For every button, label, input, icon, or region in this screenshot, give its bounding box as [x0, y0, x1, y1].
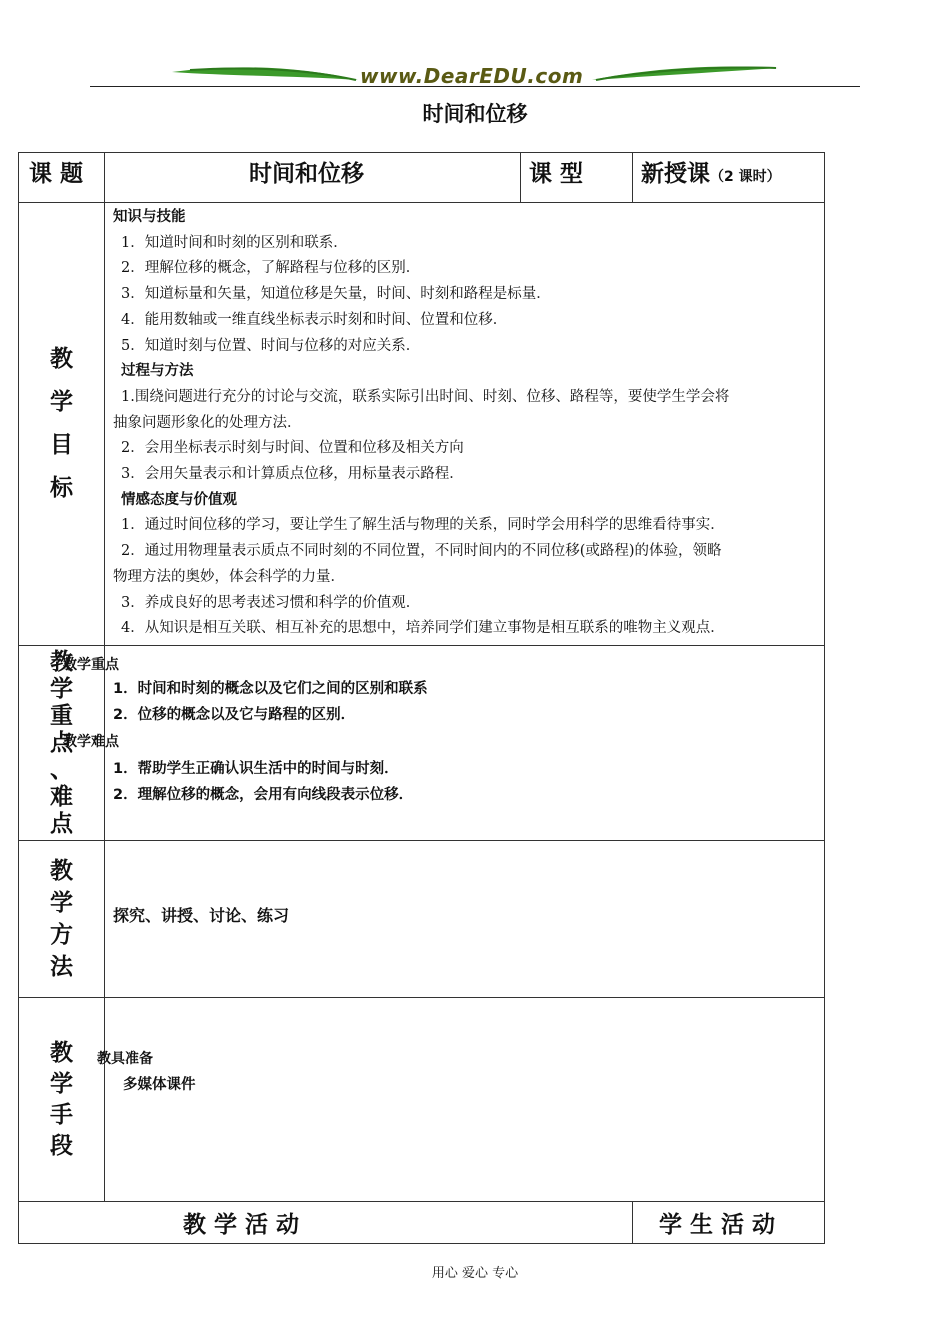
type-value-cell	[633, 153, 825, 203]
knowledge-item: 3．知道标量和矢量，知道位移是矢量，时间、时刻和路程是标量．	[121, 286, 551, 303]
topic-cell	[105, 153, 521, 203]
activity-row	[19, 1202, 825, 1244]
knowledge-item: 4．能用数轴或一维直线坐标表示时刻和时间、位置和位移．	[121, 311, 508, 328]
process-item: 抽象问题形象化的处理方法．	[113, 414, 302, 431]
emotion-item: 1．通过时间位移的学习，要让学生了解生活与物理的关系，同时学会用科学的思维看待事实．	[121, 517, 725, 534]
lesson-plan-table	[18, 152, 825, 1244]
topic-label-cell	[19, 153, 105, 203]
key-points-label: 教 学 重 点 、 难 点	[50, 648, 73, 837]
methods-text: 探究、讲授、讨论、练习	[113, 906, 290, 925]
difficult-item: 2．理解位移的概念，会用有向线段表示位移．	[113, 787, 414, 803]
topic-row	[19, 153, 825, 203]
process-item: 2．会用坐标表示时刻与时间、位置和位移及相关方向	[121, 440, 464, 457]
teacher-activity-cell	[19, 1202, 633, 1244]
site-logo: www.DearEDU.com	[360, 64, 584, 88]
topic-value: 时间和位移	[249, 161, 364, 187]
means-title: 教具准备	[97, 1051, 153, 1067]
type-label: 课 型	[529, 161, 584, 187]
difficult-item: 1．帮助学生正确认识生活中的时间与时刻．	[113, 761, 399, 777]
teacher-activity-label: 教 学 活 动	[183, 1212, 300, 1238]
emotion-item: 物理方法的奥妙，体会科学的力量．	[113, 568, 345, 585]
methods-content-cell	[105, 841, 825, 998]
means-content-cell	[97, 998, 825, 1202]
key-points-content-cell	[63, 646, 825, 841]
knowledge-item: 2．理解位移的概念，了解路程与位移的区别．	[121, 260, 421, 277]
goals-content-cell	[105, 203, 825, 646]
emotion-item: 3．养成良好的思考表述习惯和科学的价值观．	[121, 594, 421, 611]
student-activity-cell	[633, 1202, 825, 1244]
key-points-row	[19, 646, 825, 841]
page-footer: 用心 爱心 专心	[431, 1266, 519, 1281]
emotion-item: 4．从知识是相互关联、相互补充的思想中，培养同学们建立事物是相互联系的唯物主义观点．	[121, 620, 725, 637]
document-title: 时间和位移	[422, 102, 528, 126]
knowledge-item: 5．知道时刻与位置、时间与位移的对应关系．	[121, 337, 421, 354]
means-label: 教 学 手 段	[50, 1039, 73, 1159]
page-header	[90, 62, 860, 92]
difficult-title: 教学难点	[63, 734, 119, 750]
key-item: 1．时间和时刻的概念以及它们之间的区别和联系	[113, 681, 428, 697]
means-text: 多媒体课件	[123, 1077, 196, 1093]
emotion-title: 情感态度与价值观	[121, 491, 237, 508]
means-label-cell	[19, 998, 105, 1202]
key-item: 2．位移的概念以及它与路程的区别．	[113, 707, 356, 723]
topic-label: 课 题	[29, 161, 84, 187]
methods-label-cell	[19, 841, 105, 998]
goals-row	[19, 203, 825, 646]
student-activity-label: 学 生 活 动	[659, 1212, 776, 1238]
type-value: 新授课	[641, 161, 710, 187]
process-item: 1.围绕问题进行充分的讨论与交流，联系实际引出时间、时刻、位移、路程等，要使学生学会将	[121, 388, 730, 405]
knowledge-title: 知识与技能	[113, 209, 186, 225]
process-title: 过程与方法	[121, 363, 194, 380]
right-swoosh-icon	[590, 62, 780, 88]
knowledge-item: 1．知道时间和时刻的区别和联系．	[121, 234, 348, 251]
key-title: 教学重点	[63, 657, 119, 673]
methods-label: 教 学 方 法	[50, 858, 73, 980]
process-item: 3．会用矢量表示和计算质点位移，用标量表示路程．	[121, 466, 464, 483]
hours-value: （2 课时）	[710, 169, 781, 185]
goals-label-cell	[19, 203, 105, 646]
type-label-cell	[521, 153, 633, 203]
goals-label: 教 学 目 标	[50, 346, 73, 501]
header-rule	[90, 86, 860, 87]
methods-row	[19, 841, 825, 998]
emotion-item: 2．通过用物理量表示质点不同时刻的不同位置，不同时间内的不同位移(或路程)的体验，领略	[121, 543, 722, 560]
left-swoosh-icon	[170, 62, 360, 88]
means-row	[19, 998, 825, 1202]
